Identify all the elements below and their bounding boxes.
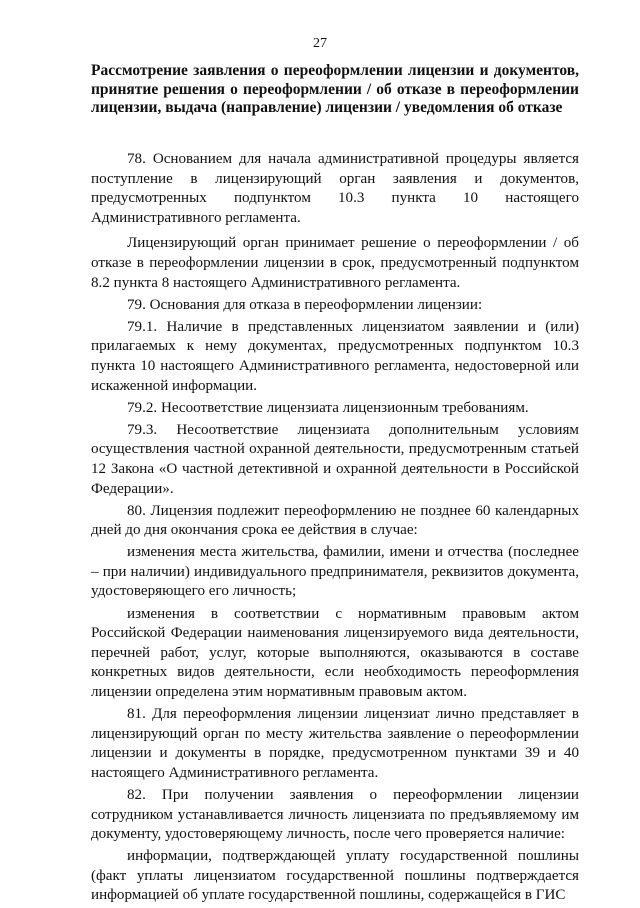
- page-number: 27: [313, 36, 327, 51]
- paragraph-80: 80. Лицензия подлежит переоформлению не позднее 60 календарных дней до дня окончания срока ее действия в случае:: [91, 502, 579, 539]
- paragraph-79: 79. Основания для отказа в переоформлении лицензии:: [127, 296, 483, 313]
- document-body: [91, 150, 579, 908]
- paragraph-81: 81. Для переоформления лицензии лицензиат лично представляет в лицензирующий орган по месту жительства заявление о переоформлении лицензии и документы в порядке, предусмотренном пунктами 39 и 40 настоящего Административного регламента.: [91, 706, 579, 781]
- paragraph-80-case-1: изменения места жительства, фамилии, имени и отчества (последнее – при наличии) индивидуального предпринимателя, реквизитов документа, удостоверяющего его личность;: [91, 544, 579, 600]
- paragraph-82: 82. При получении заявления о переоформлении лицензии сотрудником устанавливается личность лицензиата по предъявляемому им документу, удостоверяющему личность, после чего проверяется наличие:: [91, 786, 579, 843]
- paragraph-79-2: 79.2. Несоответствие лицензиата лицензионным требованиям.: [127, 399, 529, 416]
- paragraph-79-1: 79.1. Наличие в представленных лицензиатом заявлении и (или) прилагаемых к нему документах, предусмотренных подпунктом 10.3 пункта 10 настоящего Административного регламента, недостоверной или искаженной информации.: [91, 318, 579, 394]
- paragraph-79-3: 79.3. Несоответствие лицензиата дополнительным условиям осуществления частной охранной деятельности, предусмотренным статьей 12 Закона «О частной детективной и охранной деятельности в Российской Федерации».: [91, 421, 579, 497]
- paragraph-80-case-2: изменения в соответствии с нормативным правовым актом Российской Федерации наименования лицензируемого вида деятельности, перечней работ, услуг, которые выполняются, оказываются в составе конкретных видов деятельности, если необходимость переоформления лицензии определена этим нормативным правовым актом.: [91, 605, 579, 700]
- paragraph-82-fee-info: информации, подтверждающей уплату государственной пошлины (факт уплаты лицензиатом государственной пошлины подтверждается информацией об уплате государственной пошлины, содержащейся в ГИС: [91, 848, 579, 904]
- paragraph-78-decision: Лицензирующий орган принимает решение о переоформлении / об отказе в переоформлении лицензии в срок, предусмотренный подпунктом 8.2 пункта 8 настоящего Административного регламента.: [91, 235, 579, 291]
- paragraph-78: 78. Основанием для начала административной процедуры является поступление в лицензирующий орган заявления и документов, предусмотренных подпунктом 10.3 пункта 10 настоящего Административного регламента.: [91, 151, 579, 226]
- section-heading: Рассмотрение заявления о переоформлении лицензии и документов, принятие решения о переоформлении / об отказе в переоформлении лицензии, выдача (направление) лицензии / уведомления об отказе: [91, 62, 579, 117]
